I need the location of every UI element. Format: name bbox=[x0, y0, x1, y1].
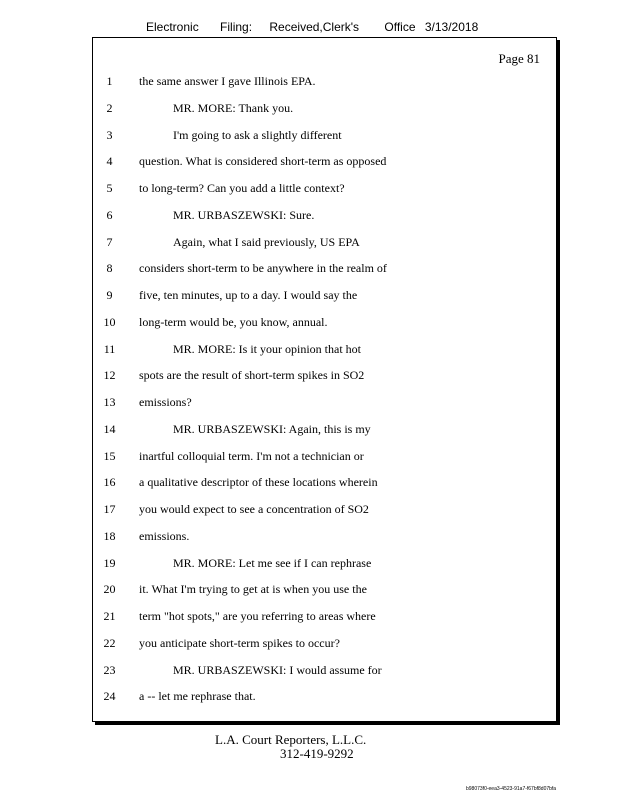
line-text: MR. MORE: Thank you. bbox=[173, 100, 294, 115]
filing-label-filing: Filing: bbox=[220, 20, 253, 34]
transcript-line bbox=[93, 98, 556, 118]
transcript-line bbox=[93, 205, 556, 225]
line-number: 13 bbox=[103, 395, 116, 409]
line-text: inartful colloquial term. I'm not a technician or bbox=[139, 448, 364, 463]
transcript-page bbox=[92, 37, 557, 722]
transcript-line bbox=[93, 365, 556, 385]
filing-label-office: Office bbox=[384, 20, 416, 34]
line-text: spots are the result of short-term spikes in SO2 bbox=[139, 368, 365, 383]
line-number: 16 bbox=[103, 475, 116, 490]
transcript-line bbox=[93, 232, 556, 252]
line-number: 21 bbox=[103, 609, 116, 623]
line-text: MR. URBASZEWSKI: Sure. bbox=[173, 207, 315, 222]
line-text: five, ten minutes, up to a day. I would say the bbox=[139, 288, 358, 302]
line-text: you anticipate short-term spikes to occur? bbox=[139, 635, 340, 650]
line-number: 20 bbox=[103, 582, 116, 597]
line-number: 24 bbox=[103, 689, 116, 704]
line-number: 11 bbox=[103, 341, 116, 356]
transcript-line bbox=[93, 71, 556, 91]
line-number: 5 bbox=[106, 181, 113, 195]
line-number: 3 bbox=[106, 127, 113, 142]
line-text: a qualitative descriptor of these locations wherein bbox=[139, 475, 378, 490]
line-text: emissions. bbox=[139, 528, 190, 543]
line-number: 2 bbox=[106, 100, 113, 115]
transcript-line bbox=[93, 660, 556, 680]
filing-label-electronic: Electronic bbox=[146, 20, 199, 34]
line-text: long-term would be, you know, annual. bbox=[139, 314, 328, 329]
page-number: Page 81 bbox=[498, 51, 540, 66]
line-text: term "hot spots," are you referring to areas where bbox=[139, 609, 376, 623]
line-text: emissions? bbox=[139, 395, 192, 409]
line-number: 23 bbox=[103, 662, 116, 677]
line-text: MR. MORE: Is it your opinion that hot bbox=[173, 341, 362, 356]
line-number: 10 bbox=[103, 314, 116, 329]
filing-date: 3/13/2018 bbox=[424, 20, 479, 34]
line-number: 22 bbox=[103, 635, 116, 650]
line-number: 8 bbox=[106, 261, 113, 276]
transcript-line bbox=[93, 526, 556, 546]
line-text: considers short-term to be anywhere in the realm of bbox=[139, 261, 387, 276]
line-text: you would expect to see a concentration of SO2 bbox=[139, 502, 369, 516]
footer-company: L.A. Court Reporters, L.L.C. bbox=[215, 732, 367, 747]
line-number: 14 bbox=[103, 421, 116, 436]
line-number: 6 bbox=[106, 207, 113, 222]
line-number: 1 bbox=[106, 74, 113, 88]
document-id: b98073f0-eea3-4523-91a7-f67bf8d07bfa bbox=[466, 786, 557, 792]
transcript-line bbox=[93, 125, 556, 145]
transcript-line bbox=[93, 258, 556, 278]
line-number: 19 bbox=[103, 555, 116, 570]
transcript-line bbox=[93, 312, 556, 332]
line-number: 17 bbox=[103, 502, 116, 516]
line-number: 15 bbox=[103, 448, 116, 463]
line-text: I'm going to ask a slightly different bbox=[173, 127, 342, 142]
line-text: to long-term? Can you add a little context? bbox=[139, 181, 345, 195]
line-text: Again, what I said previously, US EPA bbox=[173, 234, 360, 249]
line-text: it. What I'm trying to get at is when you use the bbox=[139, 582, 367, 597]
line-number: 4 bbox=[106, 154, 113, 169]
transcript-line bbox=[93, 339, 556, 359]
line-text: MR. MORE: Let me see if I can rephrase bbox=[173, 555, 372, 570]
line-text: the same answer I gave Illinois EPA. bbox=[139, 74, 316, 88]
transcript-line bbox=[93, 151, 556, 171]
transcript-line bbox=[93, 178, 556, 198]
transcript-line bbox=[93, 579, 556, 599]
transcript-line bbox=[93, 686, 556, 706]
footer-phone: 312-419-9292 bbox=[280, 746, 354, 761]
transcript-line bbox=[93, 285, 556, 305]
transcript-line bbox=[93, 553, 556, 573]
line-number: 7 bbox=[106, 234, 113, 249]
transcript-line bbox=[93, 472, 556, 492]
line-text: MR. URBASZEWSKI: I would assume for bbox=[173, 662, 382, 677]
line-text: question. What is considered short-term as opposed bbox=[139, 154, 387, 169]
transcript-line bbox=[93, 446, 556, 466]
transcript-line bbox=[93, 633, 556, 653]
transcript-line bbox=[93, 606, 556, 626]
line-text: MR. URBASZEWSKI: Again, this is my bbox=[173, 421, 371, 436]
line-number: 18 bbox=[103, 528, 116, 543]
filing-header bbox=[146, 20, 478, 34]
transcript-line bbox=[93, 392, 556, 412]
line-number: 12 bbox=[103, 368, 116, 383]
transcript-line bbox=[93, 499, 556, 519]
transcript-line bbox=[93, 419, 556, 439]
line-number: 9 bbox=[106, 288, 113, 302]
line-text: a -- let me rephrase that. bbox=[139, 689, 256, 704]
filing-label-received: Received,Clerk's bbox=[269, 20, 360, 34]
